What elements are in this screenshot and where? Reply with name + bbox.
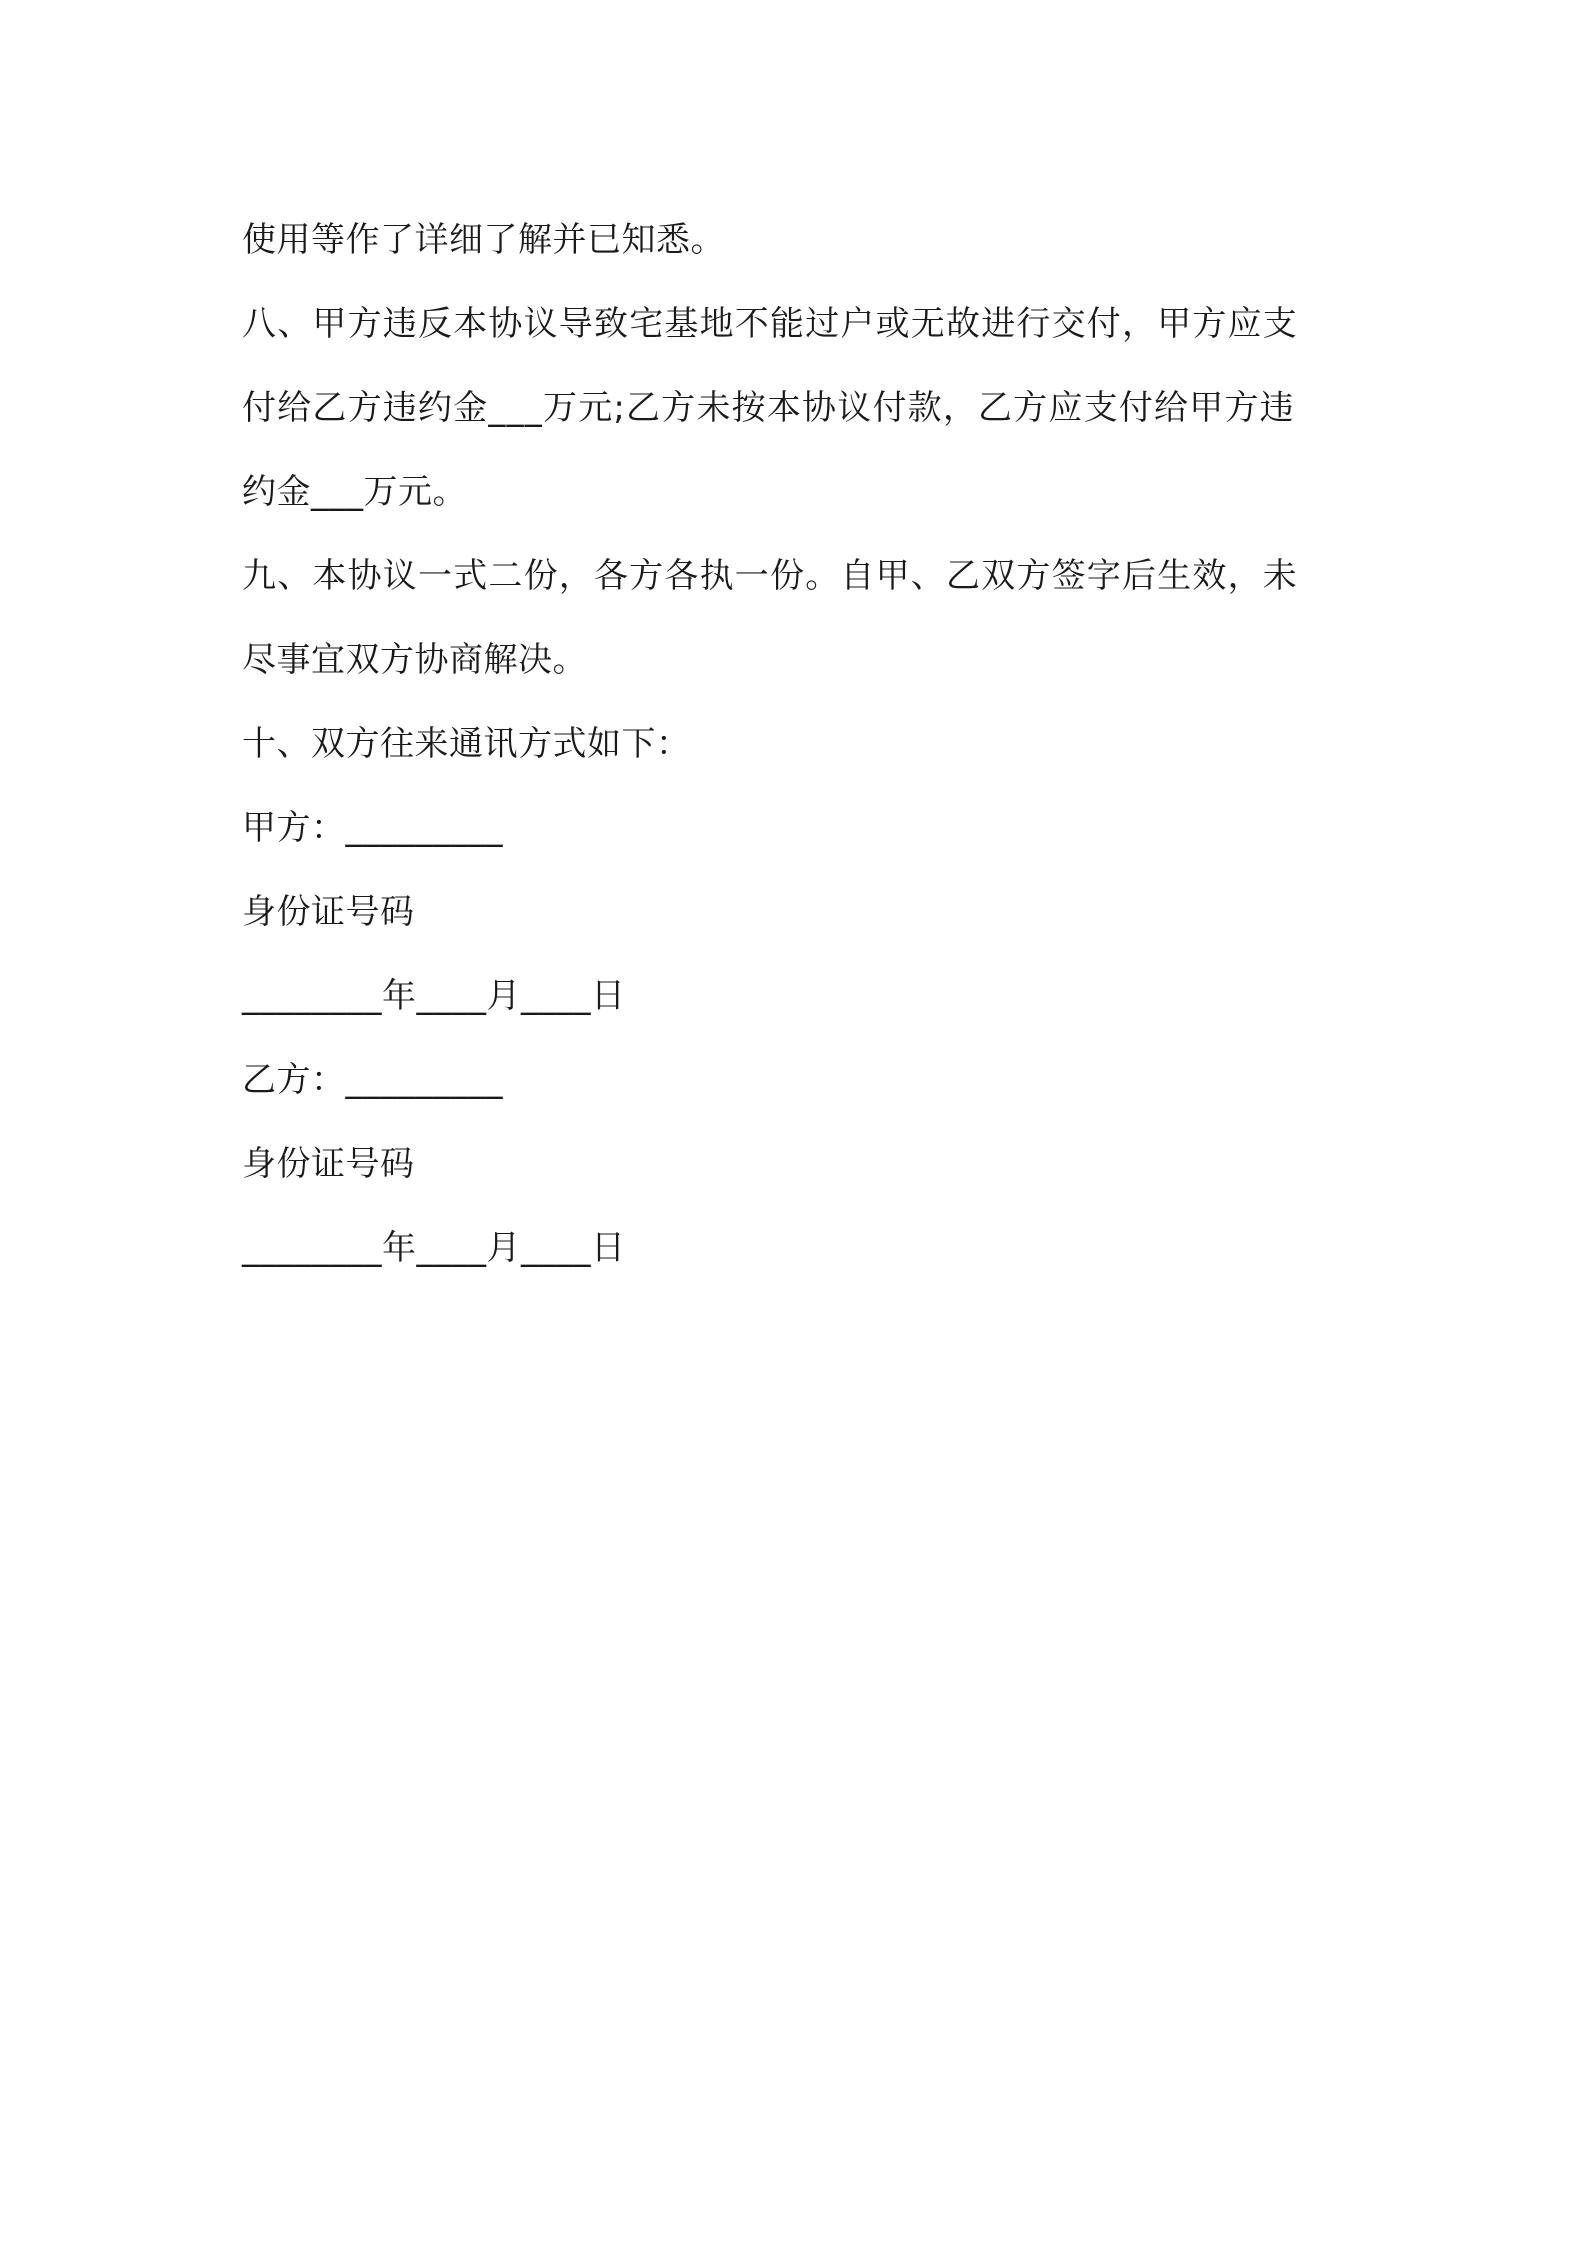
party-b-signature-line: 乙方：_________ — [242, 1060, 503, 1100]
clause-8-line-1: 八、甲方违反本协议导致宅基地不能过户或无故进行交付，甲方应支 — [242, 304, 1298, 344]
text-line-continuation: 使用等作了详细了解并已知悉。 — [242, 220, 725, 260]
party-b-date-line: ________年____月____日 — [242, 1228, 626, 1268]
document-body — [242, 198, 1360, 1290]
clause-8-line-3: 约金___万元。 — [242, 472, 467, 512]
party-b-id-label: 身份证号码 — [242, 1144, 415, 1184]
party-a-signature-line: 甲方：_________ — [242, 808, 503, 848]
party-a-id-label: 身份证号码 — [242, 892, 415, 932]
clause-10-heading: 十、双方往来通讯方式如下： — [242, 724, 691, 764]
clause-9-line-1: 九、本协议一式二份，各方各执一份。自甲、乙双方签字后生效，未 — [242, 556, 1298, 596]
clause-8-line-2: 付给乙方违约金___万元;乙方未按本协议付款，乙方应支付给甲方违 — [242, 388, 1295, 428]
party-a-date-line: ________年____月____日 — [242, 976, 626, 1016]
clause-9-line-2: 尽事宜双方协商解决。 — [242, 640, 587, 680]
